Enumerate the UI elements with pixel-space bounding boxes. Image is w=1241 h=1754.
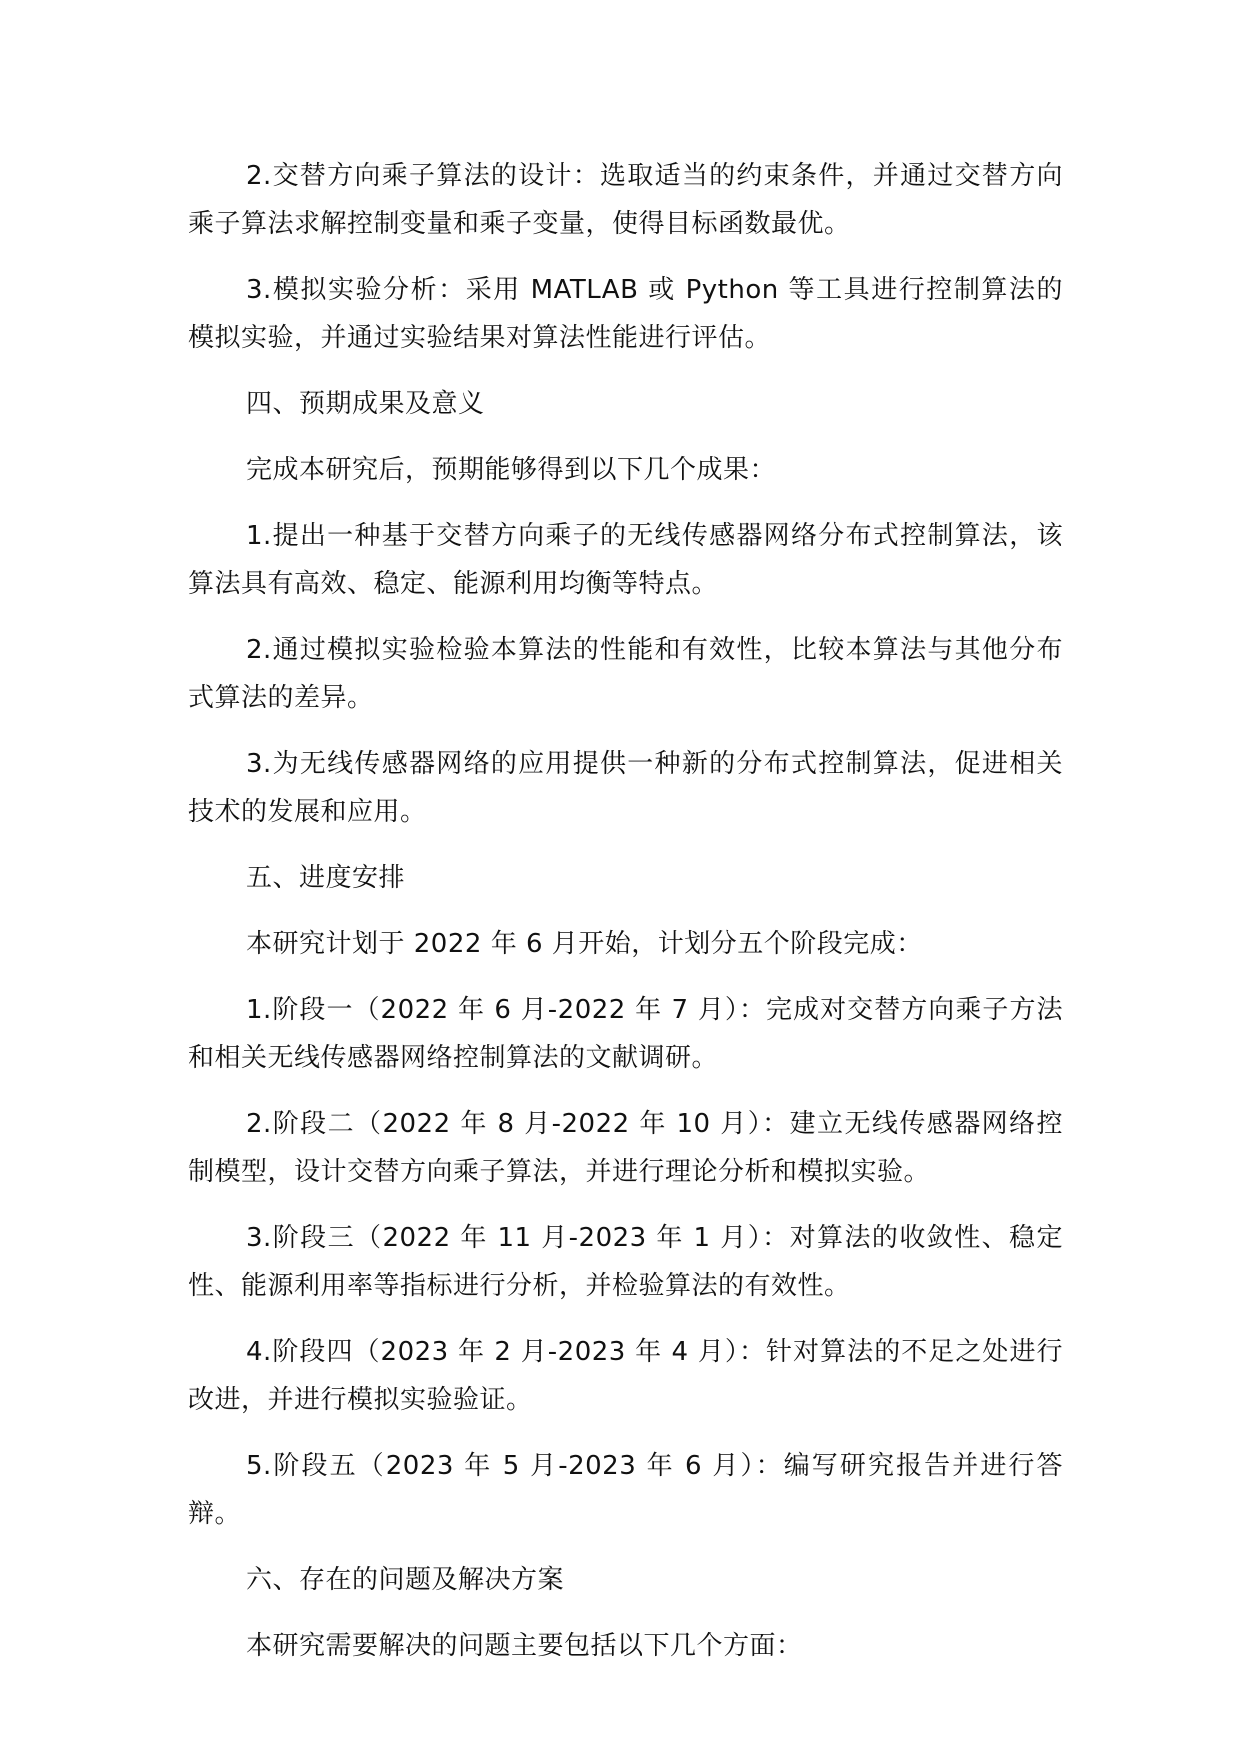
- paragraph-problems-intro: 本研究需要解决的问题主要包括以下几个方面：: [246, 1631, 803, 1661]
- paragraph-result-1: 1.提出一种基于交替方向乘子的无线传感器网络分布式控制算法，该算法具有高效、稳定、能源利用均衡等特点。: [188, 521, 1063, 599]
- paragraph-result-3: 3.为无线传感器网络的应用提供一种新的分布式控制算法，促进相关技术的发展和应用。: [188, 749, 1063, 827]
- paragraph-stage-3: 3.阶段三（2022 年 11 月-2023 年 1 月）：对算法的收敛性、稳定性、能源利用率等指标进行分析，并检验算法的有效性。: [188, 1223, 1063, 1301]
- document-page: [188, 152, 1063, 1688]
- paragraph-stage-4: 4.阶段四（2023 年 2 月-2023 年 4 月）：针对算法的不足之处进行改进，并进行模拟实验验证。: [188, 1337, 1063, 1415]
- paragraph-admm-design: 2.交替方向乘子算法的设计：选取适当的约束条件，并通过交替方向乘子算法求解控制变量和乘子变量，使得目标函数最优。: [188, 161, 1063, 239]
- paragraph-results-intro: 完成本研究后，预期能够得到以下几个成果：: [246, 455, 777, 485]
- section-heading-schedule: 五、进度安排: [246, 863, 406, 893]
- section-heading-expected-results: 四、预期成果及意义: [246, 389, 485, 419]
- paragraph-schedule-intro: 本研究计划于 2022 年 6 月开始，计划分五个阶段完成：: [246, 929, 923, 959]
- paragraph-result-2: 2.通过模拟实验检验本算法的性能和有效性，比较本算法与其他分布式算法的差异。: [188, 635, 1063, 713]
- section-heading-problems: 六、存在的问题及解决方案: [246, 1565, 565, 1595]
- paragraph-stage-1: 1.阶段一（2022 年 6 月-2022 年 7 月）：完成对交替方向乘子方法和相关无线传感器网络控制算法的文献调研。: [188, 995, 1063, 1073]
- paragraph-stage-5: 5.阶段五（2023 年 5 月-2023 年 6 月）：编写研究报告并进行答辩。: [188, 1451, 1063, 1529]
- paragraph-simulation-analysis: 3.模拟实验分析：采用 MATLAB 或 Python 等工具进行控制算法的模拟实验，并通过实验结果对算法性能进行评估。: [188, 275, 1063, 353]
- paragraph-stage-2: 2.阶段二（2022 年 8 月-2022 年 10 月）：建立无线传感器网络控制模型，设计交替方向乘子算法，并进行理论分析和模拟实验。: [188, 1109, 1063, 1187]
